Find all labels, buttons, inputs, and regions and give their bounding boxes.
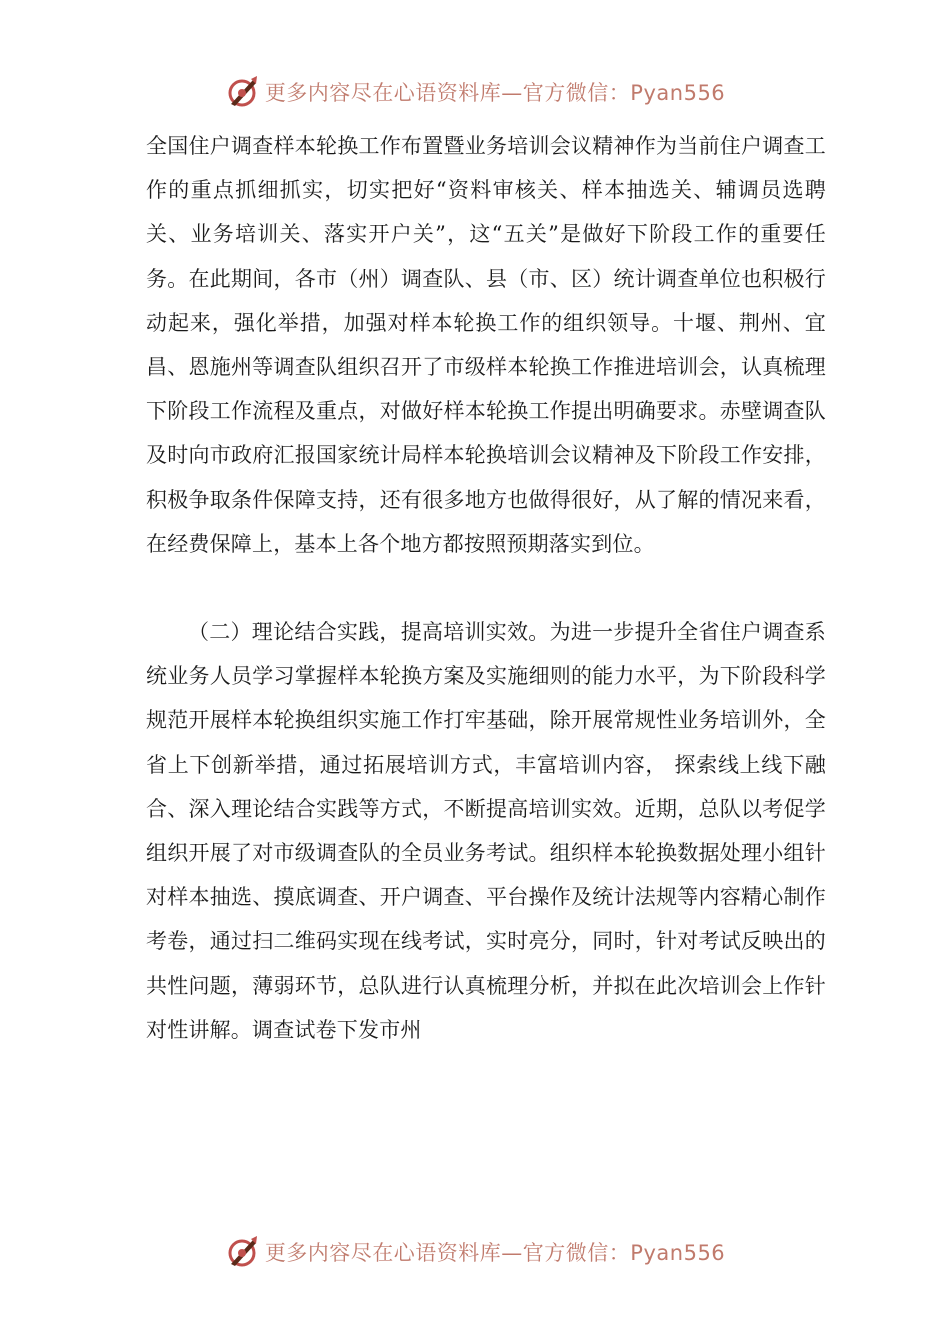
document-body: [146, 124, 826, 1052]
watermark-text: 更多内容尽在心语资料库—官方微信：Pyan556: [264, 1241, 726, 1265]
paragraph-1: 全国住户调查样本轮换工作布置暨业务培训会议精神作为当前住户调查工作的重点抓细抓实，切实把好“资料审核关、样本抽选关、辅调员选聘关、业务培训关、落实开户关”，这“五关”是做好下阶段工作的重要任务。在此期间，各市（州）调查队、县（市、区）统计调查单位也积极行动起来，强化举措，加强对样本轮换工作的组织领导。十堰、荆州、宜昌、恩施州等调查队组织召开了市级样本轮换工作推进培训会，认真梳理下阶段工作流程及重点，对做好样本轮换工作提出明确要求。赤壁调查队及时向市政府汇报国家统计局样本轮换培训会议精神及下阶段工作安排，积极争取条件保障支持，还有很多地方也做得很好，从了解的情况来看，在经费保障上，基本上各个地方都按照预期落实到位。: [146, 134, 826, 556]
paragraph-2: （二）理论结合实践，提高培训实效。为进一步提升全省住户调查系统业务人员学习掌握样本轮换方案及实施细则的能力水平，为下阶段科学规范开展样本轮换组织实施工作打牢基础，除开展常规性业务培训外，全省上下创新举措，通过拓展培训方式，丰富培训内容， 探索线上线下融合、深入理论结合实践等方式，不断提高培训实效。近期，总队以考促学组织开展了对市级调查队的全员业务考试。组织样本轮换数据处理小组针对样本抽选、摸底调查、开户调查、平台操作及统计法规等内容精心制作考卷，通过扫二维码实现在线考试，实时亮分，同时，针对考试反映出的共性问题，薄弱环节，总队进行认真梳理分析，并拟在此次培训会上作针对性讲解。调查试卷下发市州: [146, 620, 826, 1042]
pen-logo-icon: [225, 1234, 261, 1270]
pen-logo-icon: [225, 74, 261, 110]
header-watermark: [0, 72, 950, 112]
footer-watermark: [0, 1232, 950, 1272]
watermark-text: 更多内容尽在心语资料库—官方微信：Pyan556: [264, 81, 726, 105]
